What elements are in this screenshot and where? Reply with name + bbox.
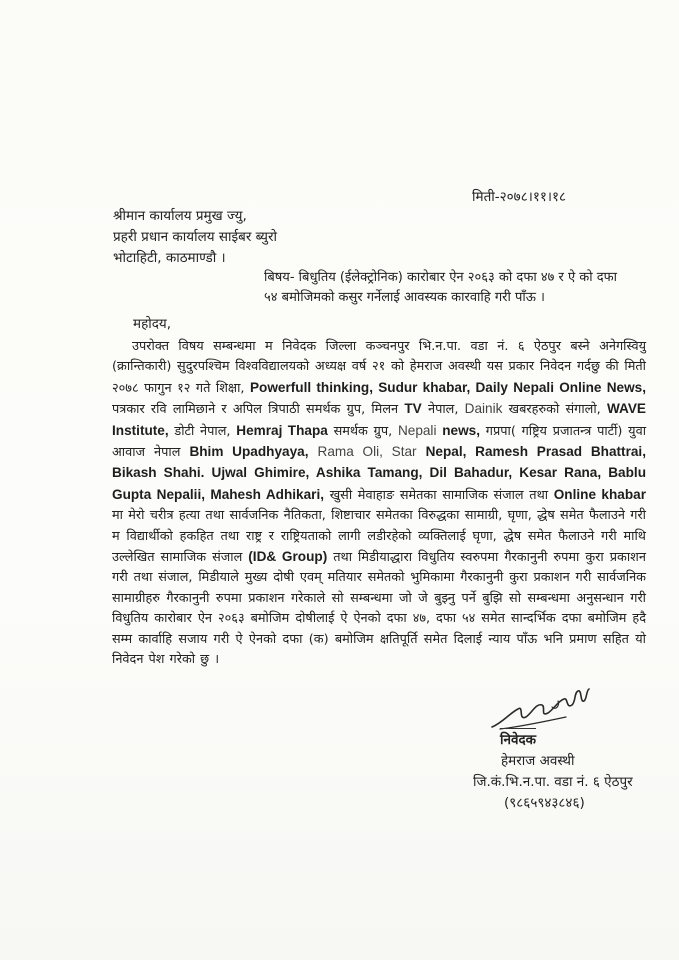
body-media-name: WAVE Institute, xyxy=(112,401,646,438)
addressee-line-2: प्रहरी प्रधान कार्यालय साईबर ब्युरो xyxy=(113,229,278,245)
body-id-group: (ID& Group) xyxy=(248,549,328,565)
letter-date: मिती-२०७८।११।१८ xyxy=(472,189,567,205)
body-media-name: TV xyxy=(404,401,422,417)
addressee-line-3: भोटाहिटी, काठमाण्डौ । xyxy=(113,250,226,266)
body-media-names: Powerfull thinking, Sudur khabar, Daily Nepali Online News, xyxy=(249,379,646,395)
body-person-names: Rama Oli, Star xyxy=(317,444,417,460)
subject-line-2: ५४ बमोजिमको कसुर गर्नेलाई आवस्यक कारवाहि गरी पाँऊ । xyxy=(264,290,545,305)
body-text-segment: तथा मिडीयाद्धारा विधुतिय स्वरुपमा गैरकानुनी रुपमा कुरा प्रकाशन गरी तथा संजाल, मिडीयाले मुख्य दोषी एवम् मतियार समेतको भुमिकामा गैरकानुनी कुरा प्रकाशन गरी सार्वजनिक सामाग्रीहरु गैरकानुनी रुपमा प्रकाशन गरेकाले सो सम्बन्धमा जो जे बुझ्नु पर्ने बुझि सो सम्बन्धमा अनुसन्धान गरी विधुतिय कारोबार ऐन २०६३ बमोजिम दोषीलाई ऐ ऐनको दफा ४७, दफा ५४ समेत सान्दर्भिक दफा बमोजिम हदै सम्म कार्वाहि सजाय गरी ऐ ऐनको दफा (क) बमोजिम क्षतिपूर्ति समेत दिलाई न्याय पाँऊ भनि प्रमाण सहित यो निवेदन पेश गरेको छु । xyxy=(112,550,646,668)
body-text-segment: खबरहरुको संगालो, xyxy=(508,402,601,418)
body-media-name: Online khabar xyxy=(553,486,646,502)
body-media-name: Nepali xyxy=(397,422,437,438)
body-text-segment: मा मेरो चरीत्र हत्या तथा सार्वजनिक नैतिकता, शिष्टाचार समेतका विरुद्धका सामाग्री, घृणा, द्धेष समेत फैलाउने गरी म विद्यार्थीको हकहित तथा राष्ट्र र राष्ट्रियताको लागी लडीरहेको व्यक्तिलाई घृणा, द्धेष समेत फैलाउने गरी माथि उल्लेखित सामाजिक संजाल xyxy=(112,508,646,566)
addressee-line-1: श्रीमान कार्यालय प्रमुख ज्यु, xyxy=(113,208,247,224)
letter-body xyxy=(112,337,646,671)
body-text-segment: खुसी मेवाहाङ समेतका सामाजिक संजाल तथा xyxy=(329,487,549,503)
subject-line-1: बिषय- बिधुतिय (ईलेक्ट्रोनिक) कारोबार ऐन २०६३ को दफा ४७ र ऐ को दफा xyxy=(264,270,618,285)
body-text-segment: उपरोक्त विषय सम्बन्धमा म निवेदक जिल्ला कञ्चनपुर भि.न.पा. वडा नं. ६ ऐठपुर बस्ने अनेगस्वियु (क्रान्तिकारी) सुदुरपश्चिम विश्वविद्यालयको अध्यक्ष वर्ष २१ को हेमराज अवस्थी यस प्रकार निवेदन गर्दछु की मिती २०७८ फागुन १२ गते शिक्षा, xyxy=(112,339,646,396)
applicant-address: जि.कं.भि.न.पा. वडा नं. ६ ऐठपुर xyxy=(473,774,633,790)
body-person-name: Hemraj Thapa xyxy=(236,422,328,438)
applicant-title: निवेदक xyxy=(500,728,536,751)
body-person-name: Bhim Upadhyaya, xyxy=(189,444,309,460)
body-media-name: Dainik xyxy=(464,401,503,417)
body-text-segment: डोटी नेपाल, xyxy=(174,423,231,439)
body-text-segment: गप्रपा( गष्ट्रिय प्रजातन्त्र पार्टी) युवा आवाज नेपाल xyxy=(112,423,647,461)
body-media-name: news, xyxy=(442,422,481,438)
applicant-name: हेमराज अवस्थी xyxy=(501,753,575,769)
applicant-phone: (९८६५९४३८४६) xyxy=(504,795,585,811)
signature-block xyxy=(473,728,633,814)
salutation: महोदय, xyxy=(133,316,172,332)
body-text-segment: समर्थक ग्रुप, xyxy=(333,423,393,439)
addressee-block xyxy=(113,206,277,269)
body-text-segment: नेपाल, xyxy=(427,402,459,418)
subject-block xyxy=(264,268,656,308)
body-person-names: Nepal, Ramesh Prasad Bhattrai, Bikash Shahi. Ujwal Ghimire, Ashika Tamang, Dil Bahadur, Kesar Rana, Bablu Gupta Nepalii, Mahesh Adhikari, xyxy=(112,444,646,502)
body-text-segment: पत्रकार रवि लामिछाने र अपिल त्रिपाठी समर्थक ग्रुप, मिलन xyxy=(112,402,399,418)
